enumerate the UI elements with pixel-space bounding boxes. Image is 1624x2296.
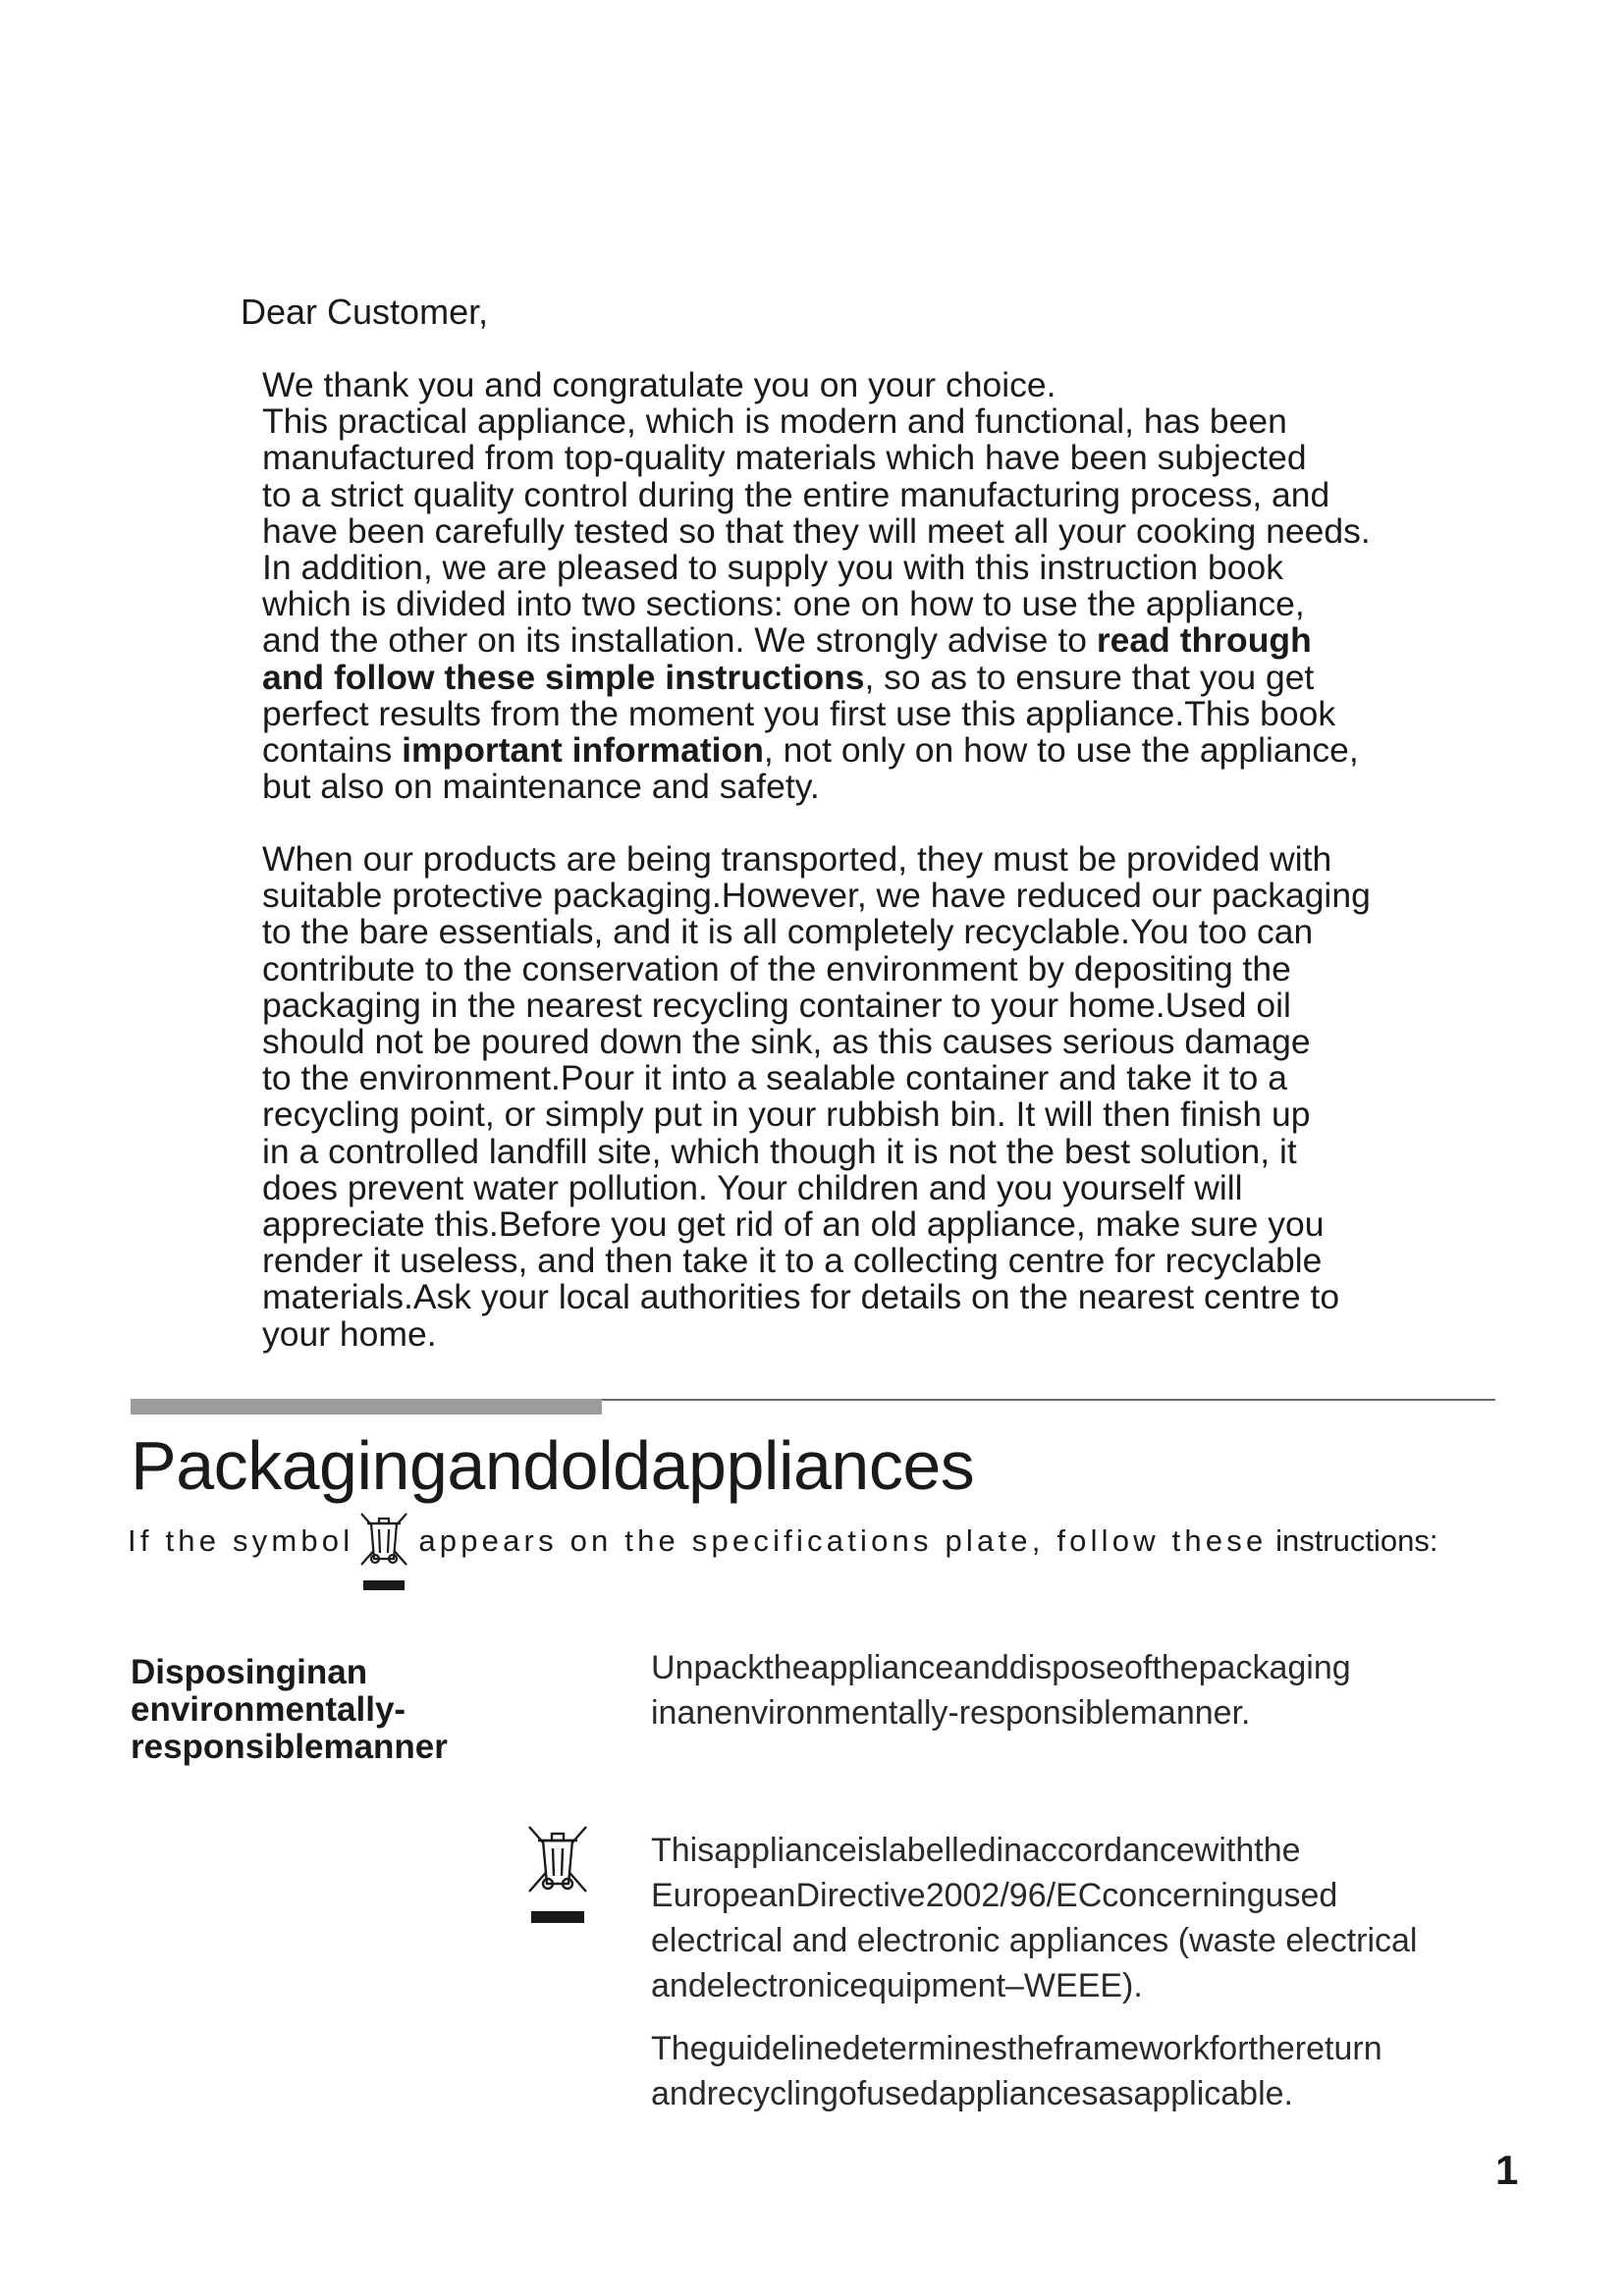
letter-line bbox=[262, 586, 1401, 622]
letter-line bbox=[262, 474, 1401, 514]
symbol-instruction-middle: appears on the specifications plate, follow these bbox=[418, 1523, 1268, 1558]
weee-crossed-bin-icon bbox=[523, 1821, 592, 1931]
letter-text: manufactured from top-quality materials which have been subjected bbox=[262, 438, 1307, 478]
page-number: 1 bbox=[1495, 2147, 1519, 2193]
text-line: Theguidelinedeterminestheframeworkforthereturn bbox=[651, 2030, 1382, 2067]
symbol-instruction-end: instructions: bbox=[1267, 1523, 1438, 1558]
letter-line: materials.Ask your local authorities for details on the nearest centre to bbox=[262, 1277, 1340, 1317]
letter-line bbox=[262, 550, 1401, 586]
letter-line bbox=[262, 657, 1401, 697]
letter-line bbox=[262, 510, 1401, 551]
letter-text: , not only on how to use the appliance, bbox=[763, 730, 1359, 771]
symbol-instruction bbox=[128, 1522, 1437, 1610]
text-line: andrecyclingofusedappliancesasapplicable. bbox=[651, 2075, 1294, 2112]
letter-line: does prevent water pollution. Your children and you yourself will bbox=[262, 1167, 1243, 1207]
text-line: Thisapplianceislabelledinaccordancewiththe bbox=[651, 1832, 1301, 1869]
symbol-instruction-start: If the symbol bbox=[128, 1523, 354, 1558]
disposal-heading-line: environmentally- bbox=[131, 1690, 406, 1729]
disposal-heading-line: Disposinginan bbox=[131, 1653, 368, 1691]
text-line: andelectronicequipment–WEEE). bbox=[651, 1967, 1143, 2004]
letter-line bbox=[262, 403, 1401, 440]
unpack-instruction bbox=[651, 1645, 1495, 1735]
intro-paragraph bbox=[262, 367, 1401, 805]
emphasis-text: read through bbox=[1096, 620, 1312, 661]
letter-line: your home. bbox=[262, 1313, 437, 1354]
letter-line: packaging in the nearest recycling container to your home.Used oil bbox=[262, 985, 1291, 1025]
letter-line bbox=[262, 693, 1401, 733]
letter-line: should not be poured down the sink, as this causes serious damage bbox=[262, 1022, 1311, 1062]
letter-text: but also on maintenance and safety. bbox=[262, 767, 820, 807]
greeting: Dear Customer, bbox=[241, 292, 489, 332]
letter-line: suitable protective packaging.However, we have reduced our packaging bbox=[262, 876, 1371, 916]
section-divider-accent bbox=[131, 1399, 602, 1415]
weee-crossed-bin-icon bbox=[355, 1510, 412, 1598]
letter-text: , so as to ensure that you get bbox=[864, 657, 1315, 697]
packaging-paragraph bbox=[262, 841, 1401, 1353]
letter-text: In addition, we are pleased to supply you with this instruction book bbox=[262, 548, 1283, 588]
letter-line: When our products are being transported, they must be provided with bbox=[262, 839, 1332, 879]
text-line: electrical and electronic appliances (waste electrical bbox=[651, 1922, 1418, 1959]
letter-text: have been carefully tested so that they will meet all your cooking needs. bbox=[262, 510, 1371, 551]
guideline-text bbox=[651, 2026, 1495, 2116]
text-line: inanenvironmentally-responsiblemanner. bbox=[651, 1694, 1251, 1732]
weee-directive-text bbox=[651, 1828, 1495, 2008]
letter-line: to the bare essentials, and it is all completely recyclable.You too can bbox=[262, 912, 1314, 952]
letter-line: appreciate this.Before you get rid of an old appliance, make sure you bbox=[262, 1204, 1325, 1245]
emphasis-text: important information bbox=[402, 730, 764, 771]
letter-text: We thank you and congratulate you on your choice. bbox=[262, 365, 1056, 404]
text-line: Unpacktheapplianceanddisposeofthepackaging bbox=[651, 1649, 1351, 1686]
emphasis-text: and follow these simple instructions bbox=[262, 657, 865, 697]
letter-line: to the environment.Pour it into a sealable container and take it to a bbox=[262, 1058, 1287, 1098]
letter-line: render it useless, and then take it to a collecting centre for recyclable bbox=[262, 1241, 1323, 1281]
section-title: Packagingandoldappliances bbox=[131, 1427, 975, 1504]
letter-line bbox=[262, 367, 1401, 403]
letter-text: This practical appliance, which is modern and functional, has been bbox=[262, 401, 1287, 442]
letter-line: contribute to the conservation of the environment by depositing the bbox=[262, 948, 1291, 988]
letter-line bbox=[262, 732, 1401, 769]
letter-text: contains bbox=[262, 730, 403, 771]
letter-line: in a controlled landfill site, which though it is not the best solution, it bbox=[262, 1131, 1297, 1171]
letter-line bbox=[262, 622, 1401, 659]
letter-line bbox=[262, 440, 1401, 476]
letter-text: to a strict quality control during the entire manufacturing process, and bbox=[262, 474, 1330, 514]
text-line: EuropeanDirective2002/96/ECconcerningused bbox=[651, 1877, 1338, 1914]
letter-text: which is divided into two sections: one on how to use the appliance, bbox=[262, 584, 1305, 624]
disposal-heading-line: responsiblemanner bbox=[131, 1728, 448, 1766]
letter-text: and the other on its installation. We strongly advise to bbox=[262, 620, 1097, 661]
letter-line: recycling point, or simply put in your rubbish bin. It will then finish up bbox=[262, 1095, 1311, 1135]
letter-line bbox=[262, 769, 1401, 805]
letter-text: perfect results from the moment you first use this appliance.This book bbox=[262, 693, 1336, 733]
disposal-heading bbox=[131, 1654, 484, 1766]
